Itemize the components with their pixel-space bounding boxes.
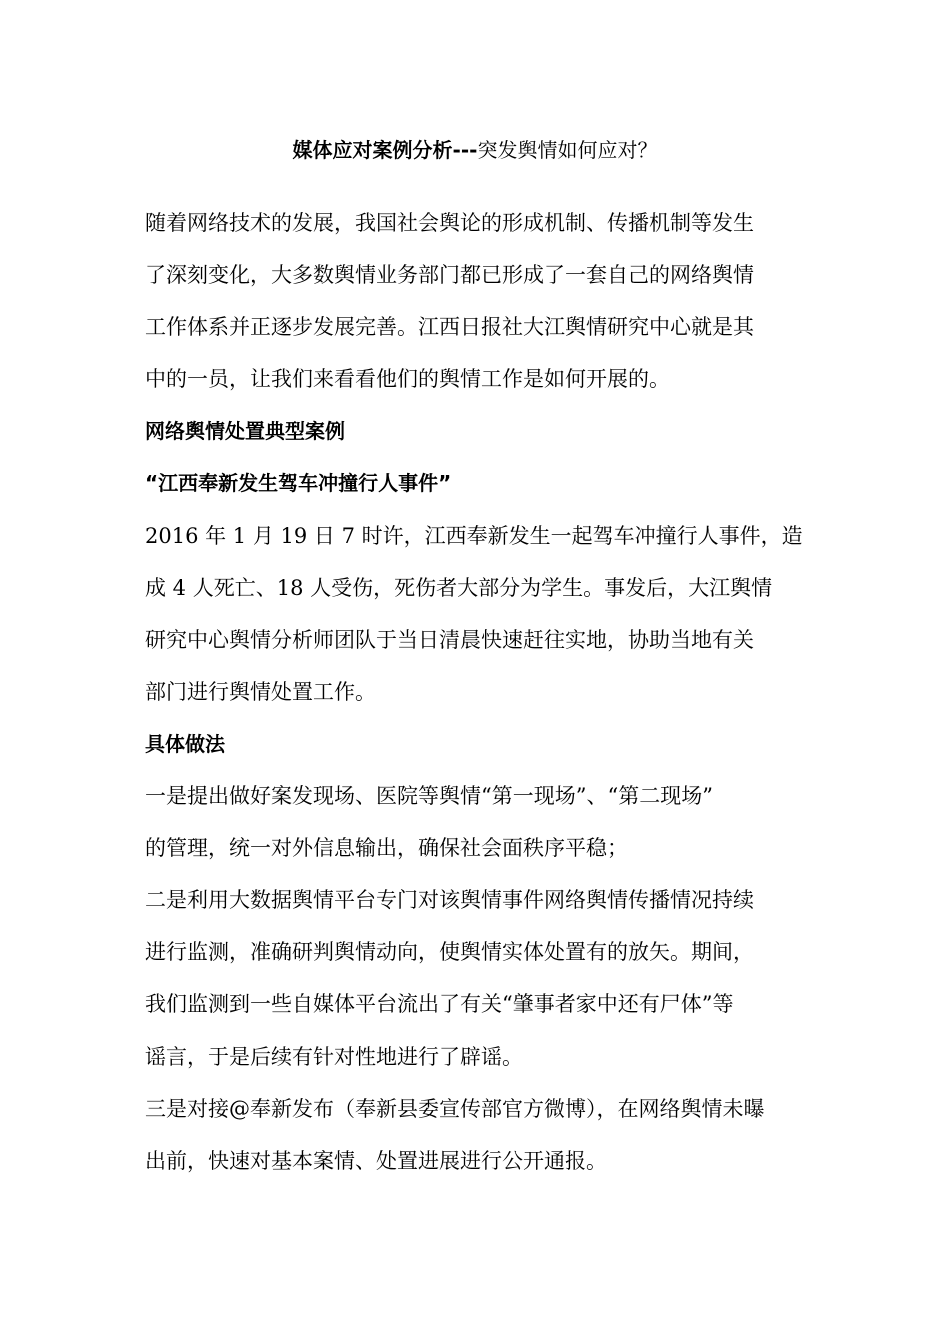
- method-three-paragraph: [145, 1083, 810, 1187]
- case-line: 研究中心舆情分析师团队于当日清晨快速赶往实地，协助当地有关: [145, 627, 754, 652]
- method-line: 的管理，统一对外信息输出，确保社会面秩序平稳；: [145, 836, 628, 861]
- method-line: 二是利用大数据舆情平台专门对该舆情事件网络舆情传播情况持续: [145, 888, 754, 913]
- intro-paragraph: [145, 197, 810, 405]
- intro-line: 了深刻变化，大多数舆情业务部门都已形成了一套自己的网络舆情: [145, 263, 754, 288]
- method-line: 我们监测到一些自媒体平台流出了有关“肇事者家中还有尸体”等: [145, 992, 734, 1017]
- document-body: [145, 197, 810, 1187]
- method-two-paragraph: [145, 874, 810, 1082]
- method-line: 三是对接@奉新发布（奉新县委宣传部官方微博），在网络舆情未曝: [145, 1096, 765, 1121]
- intro-line: 中的一员，让我们来看看他们的舆情工作是如何开展的。: [145, 367, 670, 392]
- case-paragraph: [145, 510, 810, 718]
- intro-line: 随着网络技术的发展，我国社会舆论的形成机制、传播机制等发生: [145, 211, 754, 235]
- section-heading: 网络舆情处置典型案例: [145, 419, 345, 444]
- title-bold-part: 媒体应对案例分析---: [292, 138, 478, 162]
- method-line: 进行监测，准确研判舆情动向，使舆情实体处置有的放矢。期间，: [145, 940, 754, 965]
- document-title: [0, 135, 950, 165]
- method-line: 一是提出做好案发现场、医院等舆情“第一现场”、“第二现场”: [145, 784, 713, 809]
- method-line: 谣言，于是后续有针对性地进行了辟谣。: [145, 1044, 523, 1069]
- case-line: 成 4 人死亡、18 人受伤，死伤者大部分为学生。事发后，大江舆情: [145, 575, 773, 600]
- title-rest-part: 突发舆情如何应对？: [477, 138, 658, 162]
- case-line: 2016 年 1 月 19 日 7 时许，江西奉新发生一起驾车冲撞行人事件，造: [145, 523, 803, 548]
- intro-line: 工作体系并正逐步发展完善。江西日报社大江舆情研究中心就是其: [145, 315, 754, 340]
- method-one-paragraph: [145, 770, 810, 874]
- case-line: 部门进行舆情处置工作。: [145, 679, 376, 704]
- case-title: “江西奉新发生驾车冲撞行人事件”: [145, 471, 452, 496]
- method-line: 出前，快速对基本案情、处置进展进行公开通报。: [145, 1148, 607, 1173]
- methods-heading: 具体做法: [145, 731, 225, 756]
